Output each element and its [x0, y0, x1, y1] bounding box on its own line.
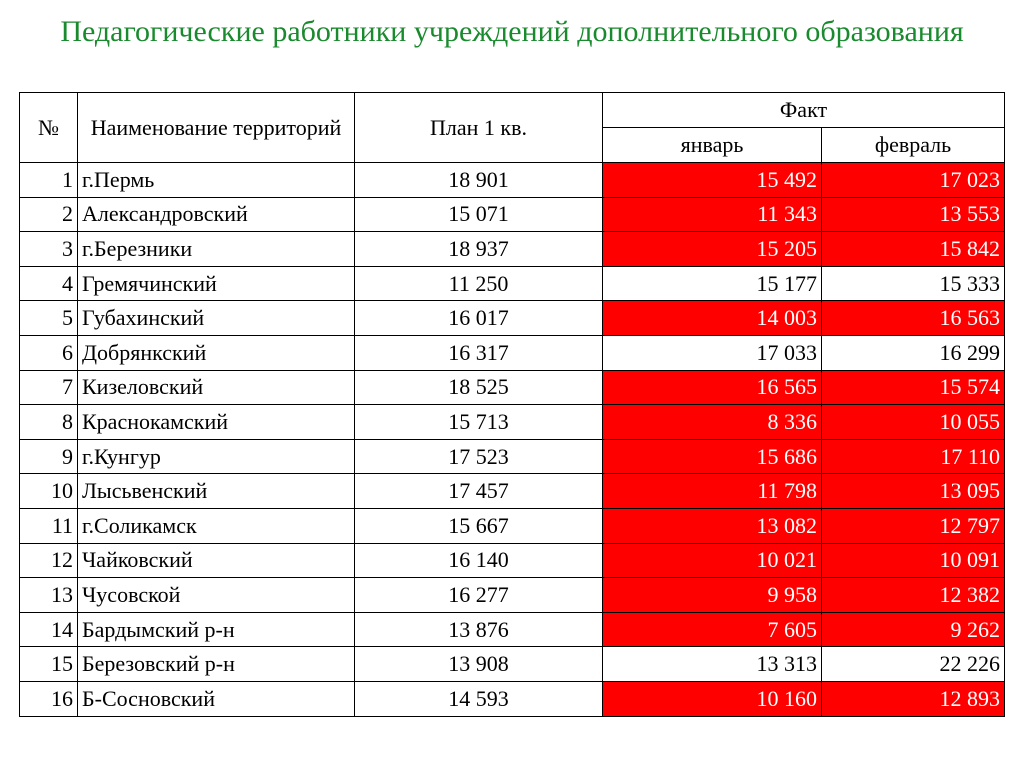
table-row: [20, 266, 1005, 301]
row-number: 7: [20, 370, 78, 405]
header-february: февраль: [822, 128, 1005, 163]
row-number: 12: [20, 543, 78, 578]
table-row: [20, 197, 1005, 232]
row-number: 14: [20, 612, 78, 647]
territory-name: г.Соликамск: [78, 508, 355, 543]
row-number: 2: [20, 197, 78, 232]
january-value: 15 492: [603, 163, 822, 198]
plan-value: 16 317: [355, 335, 603, 370]
territory-name: г.Пермь: [78, 163, 355, 198]
territory-name: Лысьвенский: [78, 474, 355, 509]
february-value: 15 574: [822, 370, 1005, 405]
territory-name: Краснокамский: [78, 405, 355, 440]
header-territory: Наименование территорий: [78, 93, 355, 163]
plan-value: 15 667: [355, 508, 603, 543]
table-row: [20, 647, 1005, 682]
table-row: [20, 163, 1005, 198]
row-number: 4: [20, 266, 78, 301]
table-row: [20, 508, 1005, 543]
header-january: январь: [603, 128, 822, 163]
row-number: 15: [20, 647, 78, 682]
territory-name: Чайковский: [78, 543, 355, 578]
january-value: 11 343: [603, 197, 822, 232]
february-value: 22 226: [822, 647, 1005, 682]
february-value: 12 893: [822, 681, 1005, 716]
plan-value: 15 071: [355, 197, 603, 232]
row-number: 5: [20, 301, 78, 336]
row-number: 8: [20, 405, 78, 440]
row-number: 6: [20, 335, 78, 370]
territory-name: г.Березники: [78, 232, 355, 267]
header-plan: План 1 кв.: [355, 93, 603, 163]
table-body: [20, 163, 1005, 717]
january-value: 15 686: [603, 439, 822, 474]
plan-value: 17 523: [355, 439, 603, 474]
row-number: 13: [20, 578, 78, 613]
january-value: 15 177: [603, 266, 822, 301]
territory-name: Кизеловский: [78, 370, 355, 405]
january-value: 16 565: [603, 370, 822, 405]
february-value: 10 091: [822, 543, 1005, 578]
plan-value: 16 017: [355, 301, 603, 336]
territory-name: Бардымский р-н: [78, 612, 355, 647]
row-number: 9: [20, 439, 78, 474]
table-row: [20, 370, 1005, 405]
january-value: 15 205: [603, 232, 822, 267]
territory-name: Добрянкский: [78, 335, 355, 370]
january-value: 7 605: [603, 612, 822, 647]
february-value: 16 299: [822, 335, 1005, 370]
february-value: 13 095: [822, 474, 1005, 509]
january-value: 9 958: [603, 578, 822, 613]
plan-value: 15 713: [355, 405, 603, 440]
plan-value: 16 277: [355, 578, 603, 613]
plan-value: 13 876: [355, 612, 603, 647]
january-value: 11 798: [603, 474, 822, 509]
plan-value: 18 937: [355, 232, 603, 267]
territory-name: Чусовской: [78, 578, 355, 613]
february-value: 9 262: [822, 612, 1005, 647]
february-value: 17 023: [822, 163, 1005, 198]
table-row: [20, 474, 1005, 509]
territory-name: Губахинский: [78, 301, 355, 336]
plan-value: 14 593: [355, 681, 603, 716]
february-value: 13 553: [822, 197, 1005, 232]
table-row: [20, 439, 1005, 474]
february-value: 12 382: [822, 578, 1005, 613]
plan-value: 18 901: [355, 163, 603, 198]
page-title: Педагогические работники учреждений дополнительного образования: [60, 15, 964, 48]
territory-name: Березовский р-н: [78, 647, 355, 682]
plan-value: 16 140: [355, 543, 603, 578]
february-value: 12 797: [822, 508, 1005, 543]
territory-name: Александровский: [78, 197, 355, 232]
staff-table: [19, 92, 1005, 717]
january-value: 13 313: [603, 647, 822, 682]
plan-value: 18 525: [355, 370, 603, 405]
row-number: 11: [20, 508, 78, 543]
header-fact: Факт: [603, 93, 1005, 128]
plan-value: 13 908: [355, 647, 603, 682]
header-num: №: [20, 93, 78, 163]
february-value: 15 333: [822, 266, 1005, 301]
table-row: [20, 301, 1005, 336]
territory-name: Б-Сосновский: [78, 681, 355, 716]
february-value: 16 563: [822, 301, 1005, 336]
table-row: [20, 335, 1005, 370]
january-value: 10 021: [603, 543, 822, 578]
row-number: 1: [20, 163, 78, 198]
row-number: 16: [20, 681, 78, 716]
territory-name: Гремячинский: [78, 266, 355, 301]
january-value: 8 336: [603, 405, 822, 440]
table-row: [20, 612, 1005, 647]
february-value: 10 055: [822, 405, 1005, 440]
plan-value: 11 250: [355, 266, 603, 301]
table-row: [20, 578, 1005, 613]
february-value: 17 110: [822, 439, 1005, 474]
table-row: [20, 405, 1005, 440]
february-value: 15 842: [822, 232, 1005, 267]
row-number: 10: [20, 474, 78, 509]
table-row: [20, 543, 1005, 578]
row-number: 3: [20, 232, 78, 267]
january-value: 10 160: [603, 681, 822, 716]
january-value: 13 082: [603, 508, 822, 543]
table-row: [20, 232, 1005, 267]
territory-name: г.Кунгур: [78, 439, 355, 474]
january-value: 17 033: [603, 335, 822, 370]
plan-value: 17 457: [355, 474, 603, 509]
january-value: 14 003: [603, 301, 822, 336]
table-row: [20, 681, 1005, 716]
